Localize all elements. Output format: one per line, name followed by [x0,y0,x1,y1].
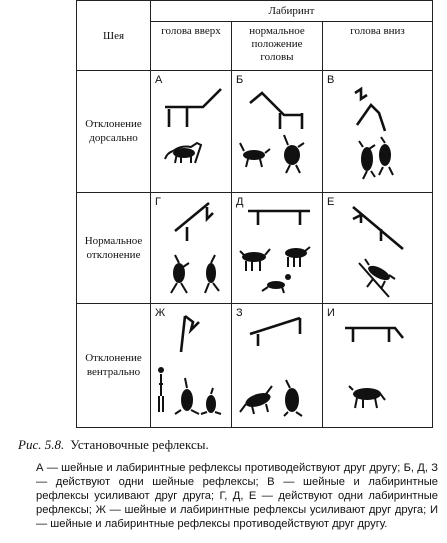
cell-g: Г [151,192,232,303]
horse-standing-icon [232,193,323,302]
row-label-dorsal: Отклонение дорсально [77,71,151,192]
row-label-normal: Нормальное отклонение [77,192,151,303]
subheader-head-up: голова вверх [151,22,232,71]
figure-label: Рис. 5.8. [18,437,65,452]
caption-title: Рис. 5.8. Установочные рефлексы. [18,437,209,452]
caption-body: А — шейные и лабиринтные рефлексы противодействуют друг другу; Б, Д, З — действуют одни шейные рефлексы; В — шейные и лабиринтные рефлексы усиливают друг друга; Г, Д, Е — действуют одни лабиринтные рефлексы; Ж — шейные и лабиринтные рефлексы усиливают друг друга; И — шейные и лабиринтные рефлексы противодействуют друг другу. [36,462,438,530]
cell-e: Е [323,192,433,303]
human-kangaroo-icon [151,304,232,426]
horse-jumping-icon [232,304,323,426]
cell-v: В [323,71,433,192]
header-labyrinth: Лабиринт [151,1,433,22]
figure-caption [18,437,438,531]
cell-letter: А [155,74,163,87]
subheader-head-down: голова вниз [323,22,433,71]
reflex-figure [76,0,432,428]
subheader-head-normal: нормальное положение головы [232,22,323,71]
header-neck: Шея [77,1,151,71]
dog-icon [323,304,433,426]
reflex-table [76,0,433,428]
cell-zh: Ж [151,303,232,427]
cell-d: Д [232,192,323,303]
dog-icon [232,71,323,190]
cat-icon [151,71,232,190]
row-label-ventral: Отклонение вентрально [77,303,151,427]
cat-falling-icon [323,71,433,190]
cell-b: Б [232,71,323,192]
cell-i: И [323,303,433,427]
horse-rearing-icon [151,193,232,302]
cell-z: З [232,303,323,427]
cell-a [151,71,232,192]
cat-descending-icon [323,193,433,302]
